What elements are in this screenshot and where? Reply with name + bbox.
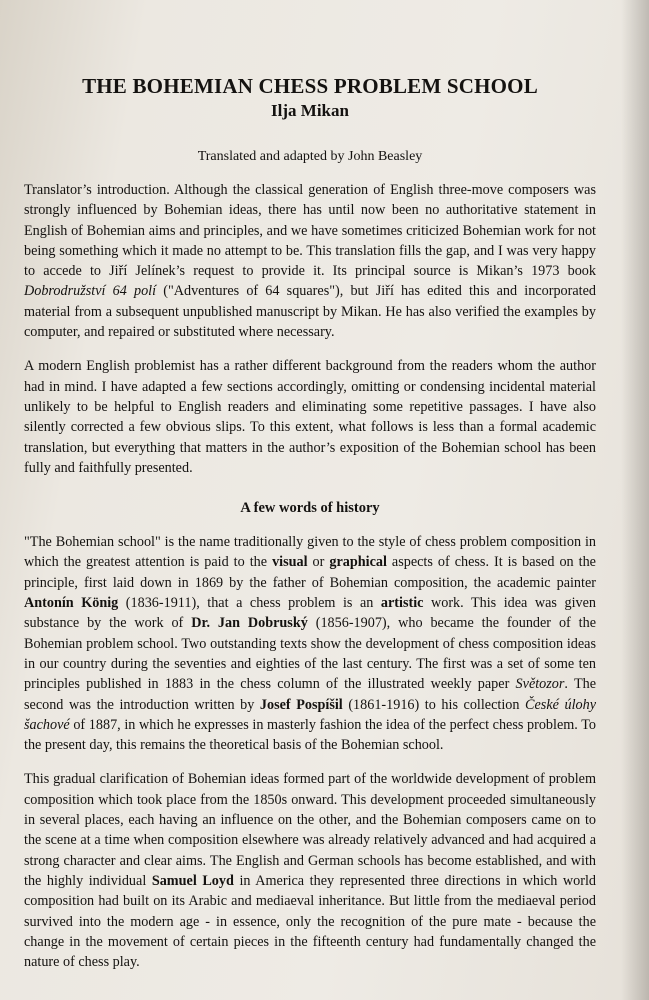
paragraph-worldwide-development [24, 769, 596, 972]
text-run: in America they represented three directions in which world composition had built on its Arabic and mediaeval inheritance. But little from the mediaeval period survived into the modern age - in essence, only the recognition of the pure mate - because the change in the movement of certain pieces in the fifteenth century had fundamentally changed the nature of chess play. [24, 872, 596, 971]
name-josef-pospisil: Josef Pospíšil [259, 696, 343, 713]
section-heading-history: A few words of history [240, 500, 380, 517]
name-antonin-konig: Antonín König [24, 595, 119, 612]
term-visual: visual [272, 554, 308, 571]
term-graphical: graphical [329, 554, 387, 571]
paragraph-adaptation-note: A modern English problemist has a rather different background from the readers whom the author had in mind. I have adapted a few sections accordingly, omitting or condensing incidental material unlikely to be helpful to English readers and eliminating some repetitive passages. I have also silently corrected a few obvious slips. To this extent, what follows is less than a formal academic translation, but everything that matters in the author’s exposition of the Bohemian school has been fully and faithfully presented. [24, 358, 596, 476]
article-body [24, 74, 596, 972]
book-title-dobrodruzstvi: Dobrodružství 64 polí [24, 283, 157, 300]
term-artistic: artistic [380, 595, 424, 612]
title-ceske-ulohy-sachove: České úlohy šachové [24, 696, 596, 733]
text-run: (1856-1907), who became the founder of the Bohemian problem school. Two outstanding texts show the development of chess composition ideas in our country during the seventies and eighties of the last century. The first was a set of some ten principles published in 1883 in the chess column of the illustrated weekly paper [24, 615, 596, 693]
text-run: aspects of chess. It is based on the principle, first laid down in 1869 by the father of Bohemian composition, the academic painter [24, 554, 596, 591]
text-run: (1861-1916) to his collection [342, 696, 526, 713]
article-title: THE BOHEMIAN CHESS PROBLEM SCHOOL [82, 74, 538, 98]
name-jan-dobrusky: Dr. Jan Dobruský [191, 615, 308, 632]
paragraph-translator-intro [24, 180, 596, 342]
page-edge-shadow [621, 0, 649, 1000]
text-run: "The Bohemian school" is the name traditionally given to the style of chess problem composition in which the greatest attention is paid to the [24, 534, 596, 571]
title-svetozor: Světozor [515, 676, 565, 693]
text-run: of 1887, in which he expresses in masterly fashion the idea of the perfect chess problem. To the present day, this remains the theoretical basis of the Bohemian school. [24, 716, 596, 754]
article-author: Ilja Mikan [271, 101, 349, 120]
text-run: . The second was the introduction written by [24, 676, 596, 713]
paragraph-bohemian-school-definition [24, 532, 596, 755]
translator-credit: Translated and adapted by John Beasley [197, 149, 423, 164]
text-run: or [307, 554, 330, 571]
name-samuel-loyd: Samuel Loyd [151, 872, 234, 889]
text-run: This gradual clarification of Bohemian ideas formed part of the worldwide development of problem composition which took place from the 1850s onward. This development proceeded simultaneously in several places, each having an influence on the other, and the Bohemian composers came on to the scene at a time when composition elsewhere was already relatively advanced and had acquired a strong character and clear aims. The English and German schools has become established, and with the highly individual [24, 771, 596, 889]
text-run: Translator’s introduction. Although the classical generation of English three-move composers was strongly influenced by Bohemian ideas, there has until now been no authoritative statement in English of Bohemian aims and principles, and we have sometimes criticized Bohemian work for not being something which it made no attempt to be. This translation fills the gap, and I was very happy to accede to Jiří Jelínek’s request to provide it. Its principal source is Mikan’s 1973 book [24, 182, 596, 280]
text-run: work. This idea was given substance by the work of [24, 595, 596, 632]
text-run: ("Adventures of 64 squares"), but Jiří has edited this and incorporated material from a subsequent unpublished manuscript by Mikan. He has also verified the examples by computer, and repaired or substituted where necessary. [24, 283, 596, 341]
text-run: (1836-1911), that a chess problem is an [118, 595, 381, 612]
